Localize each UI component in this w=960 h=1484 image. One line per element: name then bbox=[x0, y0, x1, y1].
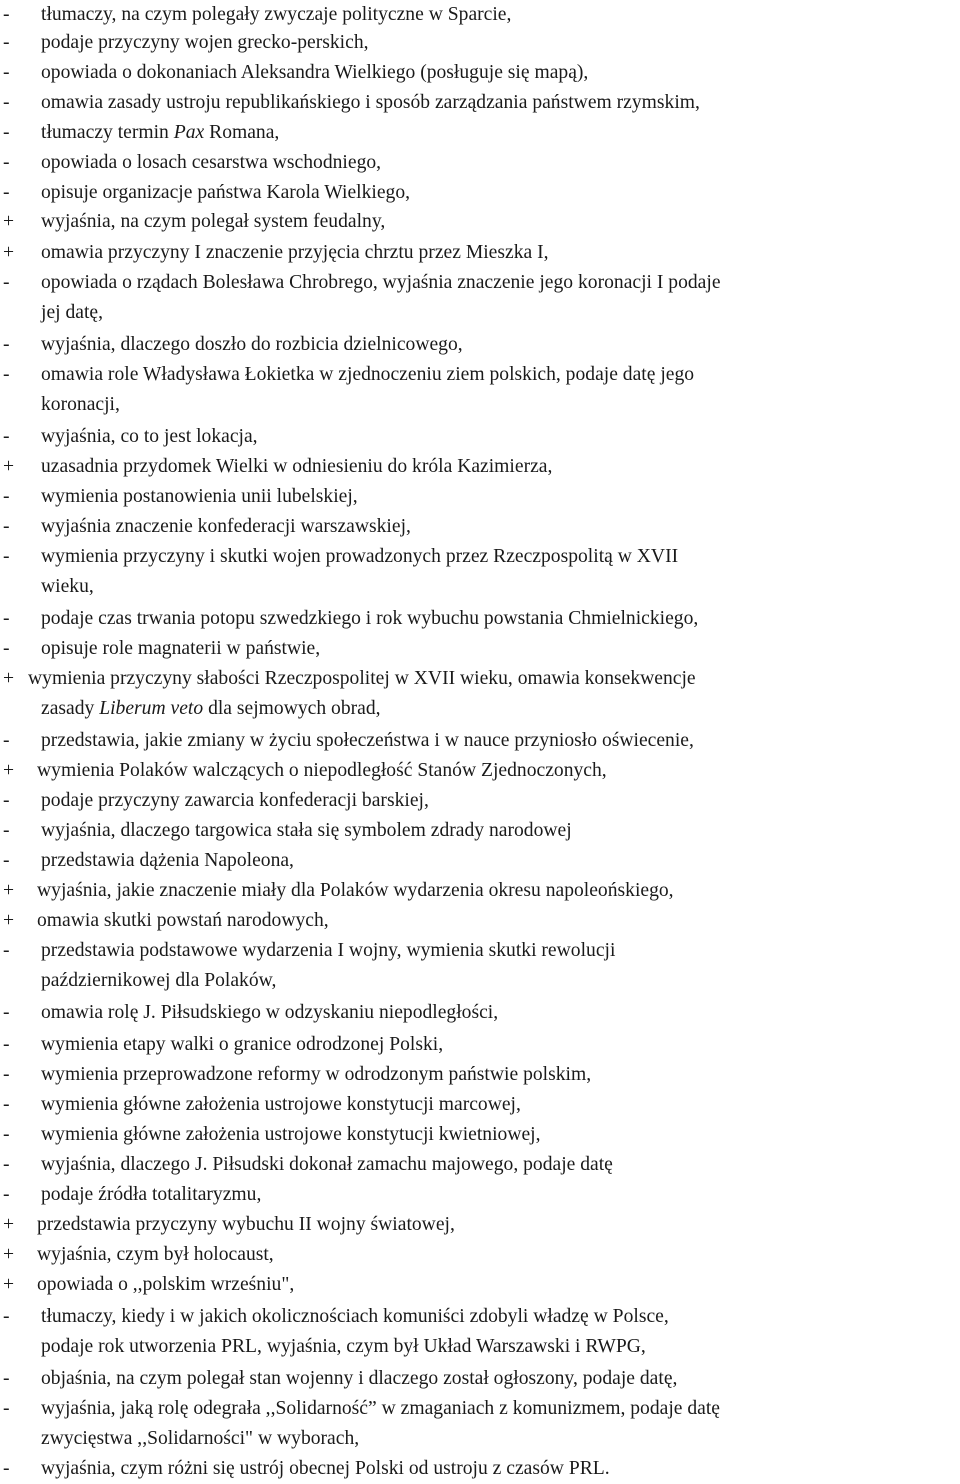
list-item-text: tłumaczy, na czym polegały zwyczaje polityczne w Sparcie, bbox=[41, 4, 512, 25]
bullet-marker: - bbox=[3, 62, 10, 83]
list-item bbox=[0, 1270, 960, 1300]
list-item bbox=[0, 664, 960, 724]
list-item bbox=[0, 207, 960, 237]
list-item-text: przedstawia dążenia Napoleona, bbox=[41, 850, 294, 871]
list-item-text: omawia rolę J. Piłsudskiego w odzyskaniu niepodległości, bbox=[41, 1002, 499, 1023]
list-item-text: wymienia przeprowadzone reformy w odrodzonym państwie polskim, bbox=[41, 1064, 592, 1085]
bullet-marker: + bbox=[3, 242, 15, 263]
list-item bbox=[0, 1120, 960, 1150]
list-item-text: wyjaśnia, na czym polegał system feudalny, bbox=[41, 211, 386, 232]
bullet-marker: - bbox=[3, 1094, 10, 1115]
bullet-marker: - bbox=[3, 790, 10, 811]
italic-term: Liberum veto bbox=[99, 698, 204, 719]
list-item bbox=[0, 634, 960, 664]
list-item bbox=[0, 88, 960, 118]
list-item bbox=[0, 268, 960, 328]
bullet-marker: - bbox=[3, 1002, 10, 1023]
list-item bbox=[0, 756, 960, 786]
list-item bbox=[0, 846, 960, 876]
list-item bbox=[0, 422, 960, 452]
list-item bbox=[0, 604, 960, 634]
bullet-marker: + bbox=[3, 880, 15, 901]
bullet-marker: + bbox=[3, 211, 15, 232]
bullet-marker: - bbox=[3, 1306, 10, 1327]
list-item bbox=[0, 542, 960, 602]
bullet-marker: - bbox=[3, 92, 10, 113]
list-item-text: podaje przyczyny wojen grecko-perskich, bbox=[41, 32, 369, 53]
bullet-marker: - bbox=[3, 122, 10, 143]
bullet-marker: - bbox=[3, 1064, 10, 1085]
list-item-text: wyjaśnia, czym różni się ustrój obecnej Polski od ustroju z czasów PRL. bbox=[41, 1458, 610, 1479]
list-item bbox=[0, 330, 960, 360]
list-item-text: opowiada o dokonaniach Aleksandra Wielkiego (posługuje się mapą), bbox=[41, 62, 589, 83]
bullet-marker: - bbox=[3, 546, 10, 567]
bullet-marker: - bbox=[3, 1034, 10, 1055]
bullet-marker: - bbox=[3, 4, 10, 25]
list-item-text: omawia skutki powstań narodowych, bbox=[37, 910, 329, 931]
list-item bbox=[0, 28, 960, 58]
list-item bbox=[0, 1060, 960, 1090]
list-item bbox=[0, 1240, 960, 1270]
bullet-marker: - bbox=[3, 272, 10, 293]
list-item-text: wyjaśnia, czym był holocaust, bbox=[37, 1244, 274, 1265]
bullet-marker: - bbox=[3, 152, 10, 173]
list-item-text: przedstawia, jakie zmiany w życiu społeczeństwa i w nauce przyniosło oświecenie, bbox=[41, 730, 694, 751]
list-item-text: wyjaśnia znaczenie konfederacji warszawskiej, bbox=[41, 516, 411, 537]
list-item bbox=[0, 0, 960, 30]
bullet-marker: - bbox=[3, 32, 10, 53]
list-item bbox=[0, 936, 960, 996]
list-item-text: opisuje organizacje państwa Karola Wielkiego, bbox=[41, 182, 411, 203]
bullet-marker: - bbox=[3, 638, 10, 659]
list-item bbox=[0, 452, 960, 482]
bullet-marker: + bbox=[3, 668, 15, 689]
list-item bbox=[0, 1030, 960, 1060]
bullet-marker: - bbox=[3, 820, 10, 841]
bullet-marker: - bbox=[3, 1154, 10, 1175]
bullet-marker: + bbox=[3, 456, 15, 477]
list-item bbox=[0, 998, 960, 1028]
list-item bbox=[0, 1454, 960, 1484]
list-item-text: podaje przyczyny zawarcia konfederacji barskiej, bbox=[41, 790, 429, 811]
list-item-text: tłumaczy, kiedy i w jakich okolicznościach komuniści zdobyli władzę w Polsce, podaje rok utworzenia PRL, wyjaśnia, czym był Układ Warszawski i RWPG, bbox=[41, 1306, 669, 1357]
bullet-marker: - bbox=[3, 426, 10, 447]
bullet-marker: - bbox=[3, 516, 10, 537]
bullet-marker: - bbox=[3, 608, 10, 629]
bullet-marker: + bbox=[3, 1244, 15, 1265]
list-item bbox=[0, 1210, 960, 1240]
list-item-text: wyjaśnia, dlaczego J. Piłsudski dokonał zamachu majowego, podaje datę bbox=[41, 1154, 613, 1175]
bullet-marker: + bbox=[3, 760, 15, 781]
list-item bbox=[0, 148, 960, 178]
list-item-text: omawia przyczyny I znaczenie przyjęcia chrztu przez Mieszka I, bbox=[41, 242, 549, 263]
list-item bbox=[0, 360, 960, 420]
bullet-marker: - bbox=[3, 850, 10, 871]
bullet-marker: - bbox=[3, 1398, 10, 1419]
list-item-text: opowiada o rządach Bolesława Chrobrego, wyjaśnia znaczenie jego koronacji I podaje jej datę, bbox=[41, 272, 721, 323]
bullet-marker: - bbox=[3, 486, 10, 507]
bullet-marker: - bbox=[3, 1184, 10, 1205]
list-item-text: wymienia przyczyny i skutki wojen prowadzonych przez Rzeczpospolitą w XVII wieku, bbox=[41, 546, 679, 597]
list-item-text: wymienia etapy walki o granice odrodzonej Polski, bbox=[41, 1034, 444, 1055]
list-item bbox=[0, 1364, 960, 1394]
list-item-text: wyjaśnia, jakie znaczenie miały dla Polaków wydarzenia okresu napoleońskiego, bbox=[37, 880, 674, 901]
bullet-marker: - bbox=[3, 730, 10, 751]
list-item-text: wyjaśnia, dlaczego targowica stała się symbolem zdrady narodowej bbox=[41, 820, 572, 841]
list-item-text: opowiada o losach cesarstwa wschodniego, bbox=[41, 152, 382, 173]
list-item-text: wymienia Polaków walczących o niepodległość Stanów Zjednoczonych, bbox=[37, 760, 607, 781]
bullet-marker: + bbox=[3, 910, 15, 931]
list-item bbox=[0, 906, 960, 936]
italic-term: Pax bbox=[173, 122, 205, 143]
list-item-text: wymienia postanowienia unii lubelskiej, bbox=[41, 486, 358, 507]
bullet-marker: + bbox=[3, 1214, 15, 1235]
list-item-text: przedstawia podstawowe wydarzenia I wojny, wymienia skutki rewolucji październikowej dla Polaków, bbox=[41, 940, 616, 991]
list-item-text: przedstawia przyczyny wybuchu II wojny światowej, bbox=[37, 1214, 455, 1235]
bullet-marker: - bbox=[3, 364, 10, 385]
list-item bbox=[0, 178, 960, 208]
list-item bbox=[0, 512, 960, 542]
list-item bbox=[0, 1302, 960, 1362]
list-item-text: objaśnia, na czym polegał stan wojenny i dlaczego został ogłoszony, podaje datę, bbox=[41, 1368, 678, 1389]
list-item-text: omawia zasady ustroju republikańskiego i sposób zarządzania państwem rzymskim, bbox=[41, 92, 700, 113]
list-item-text: opowiada o ,,polskim wrześniu", bbox=[37, 1274, 295, 1295]
list-item bbox=[0, 876, 960, 906]
bullet-marker: - bbox=[3, 940, 10, 961]
list-item-text: wyjaśnia, dlaczego doszło do rozbicia dzielnicowego, bbox=[41, 334, 463, 355]
list-item-text: podaje czas trwania potopu szwedzkiego i rok wybuchu powstania Chmielnickiego, bbox=[41, 608, 699, 629]
list-item bbox=[0, 58, 960, 88]
list-item bbox=[0, 816, 960, 846]
list-item bbox=[0, 482, 960, 512]
list-item-text: opisuje role magnaterii w państwie, bbox=[41, 638, 321, 659]
list-item-text: wymienia główne założenia ustrojowe konstytucji kwietniowej, bbox=[41, 1124, 541, 1145]
bullet-marker: - bbox=[3, 1124, 10, 1145]
bullet-marker: - bbox=[3, 1368, 10, 1389]
list-item bbox=[0, 238, 960, 268]
list-item bbox=[0, 1394, 960, 1454]
list-item-text: wyjaśnia, jaką rolę odegrała ,,Solidarność” w zmaganiach z komunizmem, podaje datę zwycięstwa ,,Solidarności" w wyborach, bbox=[41, 1398, 720, 1449]
list-item-text: tłumaczy termin Pax Romana, bbox=[41, 122, 280, 143]
list-item bbox=[0, 1150, 960, 1180]
list-item-text: wyjaśnia, co to jest lokacja, bbox=[41, 426, 258, 447]
list-item bbox=[0, 726, 960, 756]
list-item-text: wymienia główne założenia ustrojowe konstytucji marcowej, bbox=[41, 1094, 521, 1115]
list-item bbox=[0, 786, 960, 816]
list-item bbox=[0, 118, 960, 148]
bullet-marker: + bbox=[3, 1274, 15, 1295]
bullet-marker: - bbox=[3, 334, 10, 355]
list-item-text: podaje źródła totalitaryzmu, bbox=[41, 1184, 262, 1205]
bullet-marker: - bbox=[3, 1458, 10, 1479]
list-item bbox=[0, 1180, 960, 1210]
list-item-text: wymienia przyczyny słabości Rzeczpospolitej w XVII wieku, omawia konsekwencje zasady Liberum veto dla sejmowych obrad, bbox=[28, 668, 696, 719]
list-item-text: omawia role Władysława Łokietka w zjednoczeniu ziem polskich, podaje datę jego koronacji, bbox=[41, 364, 695, 415]
list-item-text: uzasadnia przydomek Wielki w odniesieniu do króla Kazimierza, bbox=[41, 456, 553, 477]
list-item bbox=[0, 1090, 960, 1120]
bullet-marker: - bbox=[3, 182, 10, 203]
